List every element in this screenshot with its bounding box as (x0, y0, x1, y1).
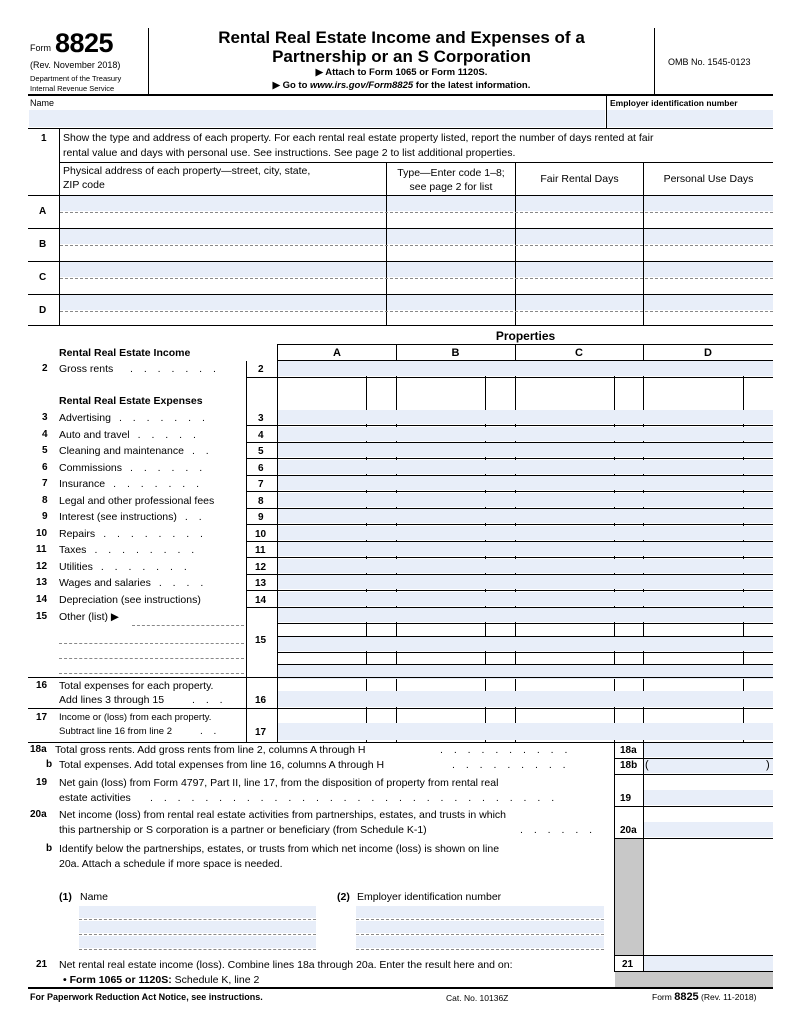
line-17-number: 17 (36, 712, 48, 723)
catalog-number: Cat. No. 10136Z (446, 993, 509, 1003)
line-20b-label1: Identify below the partnerships, estates, or trusts from which net income (loss) is shown on line (59, 843, 500, 855)
fair-days-input-d[interactable] (516, 295, 643, 310)
line-20a-input[interactable] (644, 822, 773, 837)
expense-line-box-number: 5 (258, 446, 264, 457)
line-16-label1: Total expenses for each property. (59, 680, 214, 692)
expense-line-label: Cleaning and maintenance (59, 445, 184, 457)
line-21-input[interactable] (644, 956, 773, 971)
expense-line-leader: . . (191, 445, 213, 457)
property-col-d: D (704, 347, 712, 359)
line-19-label1: Net gain (loss) from Form 4797, Part II, line 17, from the disposition of property from rental real (59, 777, 499, 789)
form-title-line2: Partnership or an S Corporation (272, 47, 531, 66)
expense-line-leader: . . . . . . . . (94, 544, 199, 556)
line-18b-number: b (46, 759, 53, 770)
department: Department of the Treasury (30, 74, 122, 83)
row-letter-b: B (39, 239, 47, 250)
address-input-a[interactable] (60, 196, 386, 211)
expense-line-input[interactable] (278, 542, 773, 556)
goto-prefix: ▶ Go to (272, 80, 311, 91)
line-2-box-number: 2 (258, 364, 264, 375)
col-address-header2: ZIP code (63, 179, 105, 191)
expense-line-label: Interest (see instructions) (59, 511, 177, 523)
properties-heading: Properties (495, 329, 556, 343)
expense-line-input[interactable] (278, 575, 773, 589)
row-letter-c: C (39, 272, 47, 283)
address-input-c[interactable] (60, 262, 386, 277)
expense-line-label: Advertising (59, 412, 111, 424)
line-18b-input[interactable] (644, 759, 773, 773)
line-20b-number: b (46, 843, 53, 854)
line-18a-input[interactable] (644, 743, 773, 757)
line-18b-leader: . . . . . . . . . (452, 759, 570, 771)
line-17-input[interactable] (278, 723, 773, 740)
attach-instruction: ▶ Attach to Form 1065 or Form 1120S. (315, 67, 488, 78)
expense-line-input[interactable] (278, 526, 773, 540)
expense-line-number: 5 (42, 445, 48, 456)
line-16-label2: Add lines 3 through 15 (59, 694, 165, 706)
expense-line-number: 12 (36, 561, 48, 572)
row-letter-d: D (39, 305, 47, 316)
footer-form-id (652, 992, 756, 1003)
personal-days-input-c[interactable] (644, 262, 773, 277)
line-21-bullet-rest: Schedule K, line 2 (171, 974, 260, 986)
expense-line-rule (246, 590, 773, 591)
expense-line-box-number: 14 (255, 595, 267, 606)
form-word: Form (30, 43, 51, 53)
expense-line-box-number: 10 (255, 529, 267, 540)
expense-line-box-number: 12 (255, 562, 267, 573)
personal-days-input-b[interactable] (644, 229, 773, 244)
line-18a-leader: . . . . . . . . . . (440, 744, 572, 756)
paperwork-notice: For Paperwork Reduction Act Notice, see instructions. (30, 992, 263, 1002)
property-col-c: C (575, 347, 583, 359)
income-heading: Rental Real Estate Income (59, 347, 191, 359)
col-fair-header: Fair Rental Days (540, 173, 619, 185)
expense-line-input[interactable] (278, 493, 773, 507)
expense-line-input[interactable] (278, 559, 773, 573)
expense-line-rule (246, 425, 773, 426)
fair-days-input-a[interactable] (516, 196, 643, 211)
line-15-input-1[interactable] (278, 608, 773, 622)
expense-line-input[interactable] (278, 410, 773, 424)
fair-days-input-c[interactable] (516, 262, 643, 277)
line-17-leader: . . (200, 726, 221, 737)
expense-line-number: 10 (36, 528, 48, 539)
line-18b-box-number: 18b (620, 760, 638, 771)
expense-line-rule (246, 458, 773, 459)
goto-instruction (149, 79, 654, 92)
line-16-input[interactable] (278, 691, 773, 707)
expense-line-leader: . . . . (158, 577, 208, 589)
col-type-header (387, 166, 515, 194)
expense-line-leader: . . . . . . . (100, 561, 191, 573)
property-col-b: B (451, 347, 460, 359)
expense-line-box-number: 6 (258, 463, 264, 474)
expense-line-label: Insurance (59, 478, 106, 490)
footer-form-word: Form (652, 992, 675, 1002)
expense-line-label: Auto and travel (59, 429, 130, 441)
line-17-label2: Subtract line 16 from line 2 (59, 726, 173, 737)
address-input-b[interactable] (60, 229, 386, 244)
line-20b-ein-input-3[interactable] (356, 936, 604, 948)
type-input-b[interactable] (387, 229, 515, 244)
line-20a-leader: . . . . . . (520, 824, 597, 836)
line-20b-name-label: Name (80, 891, 109, 903)
expense-line-label: Utilities (59, 561, 93, 573)
line-20b-name-input-1[interactable] (79, 906, 316, 918)
expense-line-label: Legal and other professional fees (59, 495, 215, 507)
expense-line-leader: . . . . . . . . (103, 528, 207, 540)
name-input[interactable] (29, 110, 605, 127)
line-21-bullet: • Form 1065 or 1120S: (63, 974, 172, 986)
expense-line-number: 11 (36, 544, 47, 555)
line-18b-open-paren: ( (645, 759, 649, 771)
expense-line-input[interactable] (278, 460, 773, 474)
expense-line-input[interactable] (278, 476, 773, 490)
form-title-line1: Rental Real Estate Income and Expenses of a (218, 28, 585, 47)
line-19-number: 19 (36, 777, 48, 788)
line-20b-ein-label: Employer identification number (357, 891, 502, 903)
expense-line-number: 7 (42, 478, 48, 489)
line-15-number: 15 (36, 611, 48, 622)
line-20b-name-number: (1) (59, 891, 72, 903)
line-15-label: Other (list) ▶ (59, 611, 119, 623)
col-type-header1: Type—Enter code 1–8; (397, 167, 505, 179)
footer-form-number: 8825 (674, 991, 699, 1003)
line-19-label2: estate activities (59, 792, 131, 804)
expense-line-number: 3 (42, 412, 48, 423)
col-address-header1: Physical address of each property—street, city, state, (63, 165, 311, 177)
line-20a-label1: Net income (loss) from rental real estate activities from partnerships, estates, and trusts in which (59, 809, 507, 821)
expense-line-leader: . . . . . . . (118, 412, 209, 424)
line-20b-shaded-box (615, 839, 643, 955)
expenses-heading: Rental Real Estate Expenses (59, 395, 203, 407)
line-16-box-number: 16 (255, 695, 267, 706)
line-16-leader: . . . (192, 694, 227, 706)
address-input-d[interactable] (60, 295, 386, 310)
line1-number: 1 (41, 133, 47, 144)
line-2-number: 2 (42, 363, 48, 374)
expense-line-leader: . . (184, 511, 206, 523)
expense-line-number: 4 (42, 429, 48, 440)
line-20b-ein-number: (2) (337, 891, 350, 903)
line-21-label: Net rental real estate income (loss). Combine lines 18a through 20a. Enter the result here and on: (59, 959, 513, 971)
line-15-input-2[interactable] (278, 637, 773, 651)
line-18a-number: 18a (30, 744, 47, 755)
line-20b-ein-input-1[interactable] (356, 906, 604, 918)
expense-line-label: Wages and salaries (59, 577, 151, 589)
line-20b-name-input-3[interactable] (79, 936, 316, 948)
irs-link[interactable]: www.irs.gov/Form8825 (310, 80, 414, 91)
col-type-header2: see page 2 for list (409, 181, 493, 193)
expense-line-leader: . . . . . . (130, 462, 207, 474)
line-17-label1: Income or (loss) from each property. (59, 712, 212, 723)
expense-line-label: Taxes (59, 544, 87, 556)
expense-line-number: 13 (36, 577, 48, 588)
expense-line-box-number: 13 (255, 578, 267, 589)
line-21-box-number: 21 (622, 959, 634, 970)
expense-line-input[interactable] (278, 509, 773, 523)
line-2-leader: . . . . . . . (130, 363, 220, 375)
name-label: Name (30, 98, 55, 108)
line-20a-number: 20a (30, 809, 47, 820)
expense-line-label: Commissions (59, 462, 123, 474)
expense-line-rule (246, 557, 773, 558)
expense-line-number: 6 (42, 462, 48, 473)
expense-line-number: 9 (42, 511, 48, 522)
revision-date: (Rev. November 2018) (30, 60, 121, 70)
line-2-label: Gross rents (59, 363, 114, 375)
line-17-box-number: 17 (255, 727, 267, 738)
line-2-input[interactable] (278, 361, 773, 376)
expense-line-box-number: 8 (258, 496, 264, 507)
line-20b-name-input-2[interactable] (79, 921, 316, 933)
type-input-d[interactable] (387, 295, 515, 310)
ein-label: Employer identification number (610, 98, 738, 108)
expense-line-leader: . . . . . . . (113, 478, 204, 490)
line-19-leader: . . . . . . . . . . . . . . . . . . . . . . . . . . . . . . (150, 793, 559, 804)
line1-text1: Show the type and address of each property. For each rental real estate property listed, report the number of days rented at fair (63, 132, 654, 144)
form-number: 8825 (55, 28, 114, 58)
col-personal-header: Personal Use Days (663, 173, 754, 185)
line1-text2: rental value and days with personal use. See instructions. See page 2 to list additional properties. (63, 147, 516, 159)
line-21-shaded-area (615, 972, 773, 987)
line-20a-label2: this partnership or S corporation is a partner or beneficiary (from Schedule K-1) (59, 824, 427, 836)
line-21-destination (63, 975, 259, 986)
expense-line-rule (246, 491, 773, 492)
line-20b-ein-input-2[interactable] (356, 921, 604, 933)
goto-suffix: for the latest information. (413, 80, 531, 91)
expense-line-label: Repairs (59, 528, 96, 540)
line-21-number: 21 (36, 959, 48, 970)
expense-line-leader: . . . . . (137, 429, 200, 441)
expense-line-rule (246, 524, 773, 525)
expense-line-box-number: 9 (258, 512, 264, 523)
type-input-a[interactable] (387, 196, 515, 211)
irs-service: Internal Revenue Service (30, 84, 115, 93)
personal-days-input-d[interactable] (644, 295, 773, 310)
expense-line-number: 14 (36, 594, 48, 605)
footer-revision: (Rev. 11-2018) (698, 992, 757, 1002)
ein-input[interactable] (607, 110, 773, 127)
expense-line-box-number: 4 (258, 430, 264, 441)
type-input-c[interactable] (387, 262, 515, 277)
line-18b-close-paren: ) (766, 759, 770, 771)
form-title-block (149, 28, 654, 92)
expense-line-label: Depreciation (see instructions) (59, 594, 201, 606)
line-18a-box-number: 18a (620, 745, 637, 756)
line-16-number: 16 (36, 680, 48, 691)
line-15-box-number: 15 (255, 635, 267, 646)
expense-line-number: 8 (42, 495, 48, 506)
expense-line-box-number: 3 (258, 413, 264, 424)
expense-line-input[interactable] (278, 427, 773, 441)
expense-line-box-number: 7 (258, 479, 264, 490)
expense-line-box-number: 11 (255, 545, 266, 556)
personal-days-input-a[interactable] (644, 196, 773, 211)
expense-line-input[interactable] (278, 443, 773, 457)
line-19-input[interactable] (644, 790, 773, 805)
line-20a-box-number: 20a (620, 825, 637, 836)
property-col-a: A (333, 347, 341, 359)
line-18b-label: Total expenses. Add total expenses from line 16, columns A through H (59, 759, 385, 771)
fair-days-input-b[interactable] (516, 229, 643, 244)
expense-line-input[interactable] (278, 592, 773, 606)
omb-number: OMB No. 1545-0123 (668, 57, 751, 67)
line-20b-label2: 20a. Attach a schedule if more space is needed. (59, 858, 283, 870)
row-letter-a: A (39, 206, 47, 217)
line-18a-label: Total gross rents. Add gross rents from line 2, columns A through H (55, 744, 366, 756)
line-19-box-number: 19 (620, 793, 632, 804)
